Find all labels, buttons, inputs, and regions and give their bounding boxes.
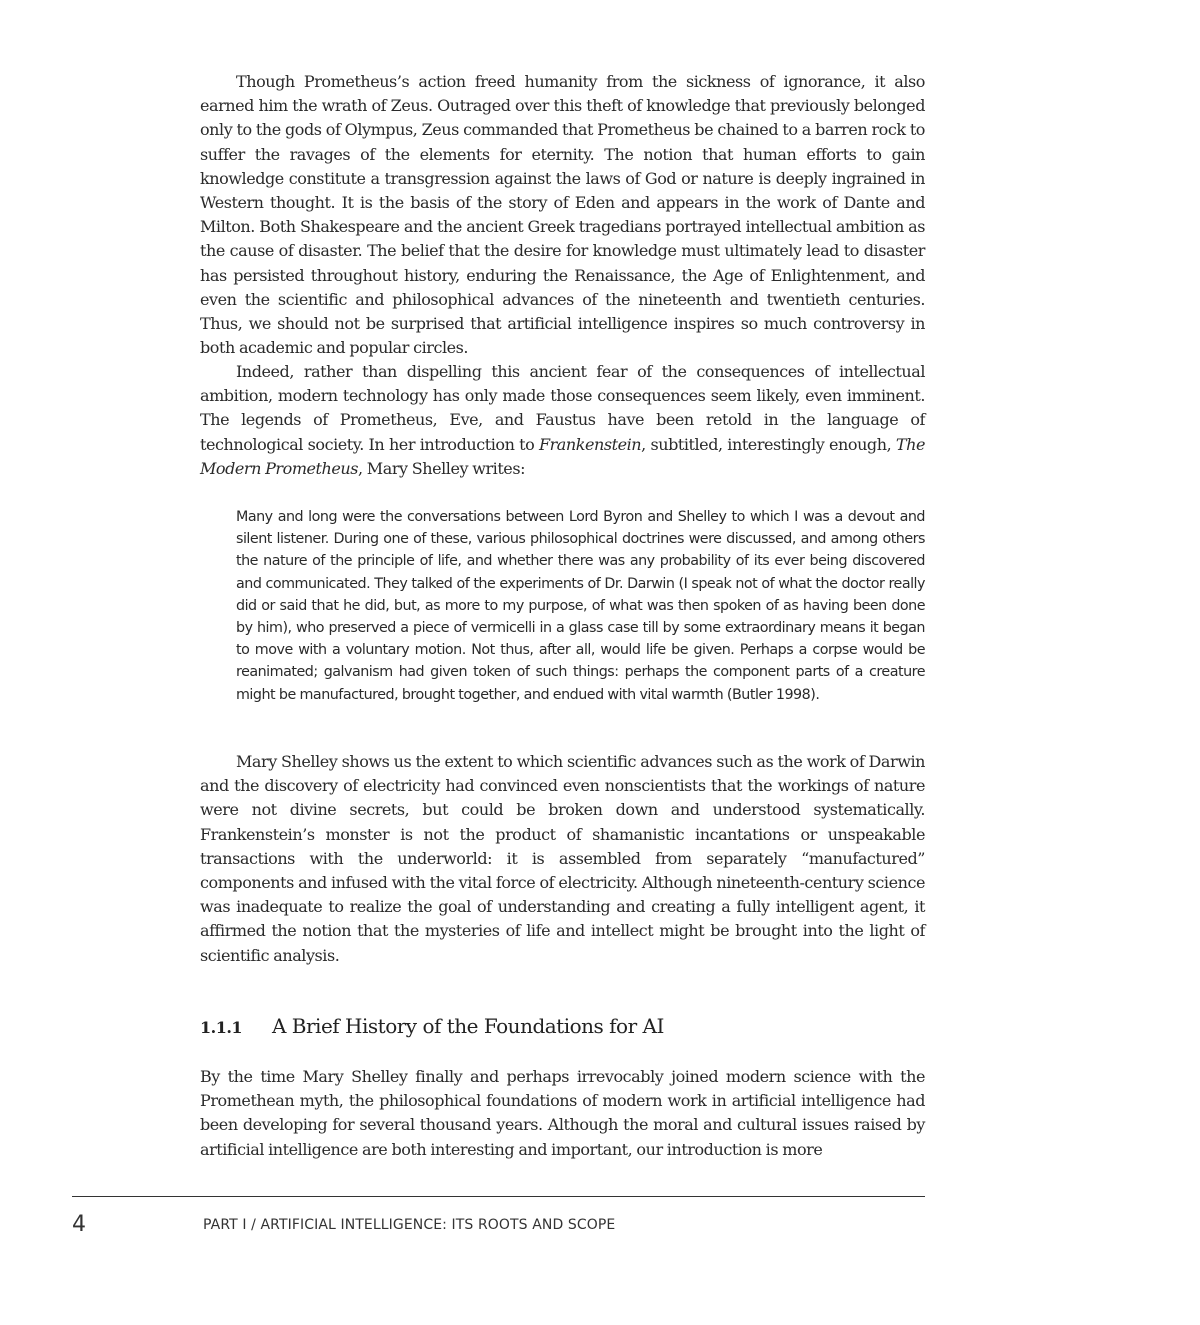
footer-rule — [72, 1196, 925, 1197]
section-title: A Brief History of the Foundations for AI — [272, 1014, 664, 1038]
paragraph-by-the-time — [200, 1065, 925, 1162]
page-number: 4 — [72, 1212, 86, 1237]
paragraph-mary-shelley — [200, 750, 925, 968]
paragraph-indeed — [200, 360, 925, 481]
section-number: 1.1.1 — [200, 1018, 243, 1037]
book-title-frankenstein: Frankenstein — [538, 434, 642, 454]
running-head: PART I / ARTIFICIAL INTELLIGENCE: ITS ROOTS AND SCOPE — [203, 1217, 616, 1233]
block-quote — [236, 506, 925, 706]
paragraph-text: , Mary Shelley writes: — [358, 458, 526, 478]
section-heading — [200, 1014, 925, 1038]
block-quote-text: Many and long were the conversations between Lord Byron and Shelley to which I was a devout and silent listener. During one of these, various philosophical doctrines were discussed, and among others the nature of the principle of life, and whether there was any probability of its ever being discovered and communicated. They talked of the experiments of Dr. Darwin (I speak not of what the doctor really did or said that he did, but, as more to my purpose, of what was then spoken of as having been done by him), who preserved a piece of vermicelli in a glass case till by some extraordinary means it began to move with a voluntary motion. Not thus, after all, would life be given. Perhaps a corpse would be reanimated; galvanism had given token of such things: perhaps the component parts of a creature might be manufactured, brought together, and endued with vital warmth (Butler 1998). — [236, 509, 925, 703]
body-paragraph — [200, 360, 925, 481]
body-paragraph: Though Prometheus’s action freed humanity from the sickness of ignorance, it also earned him the wrath of Zeus. Outraged over this theft of knowledge that previously belonged only to the gods of Olympus, Zeus commanded that Prometheus be chained to a barren rock to suffer the ravages of the elements for eternity. The notion that human efforts to gain knowledge constitute a transgression against the laws of God or nature is deeply ingrained in Western thought. It is the basis of the story of Eden and appears in the work of Dante and Milton. Both Shakespeare and the ancient Greek tragedians portrayed intellectual ambition as the cause of disaster. The belief that the desire for knowledge must ultimately lead to disaster has persisted throughout history, enduring the Renaissance, the Age of Enlightenment, and even the scientific and philosophical advances of the nineteenth and twentieth centuries. Thus, we should not be surprised that artificial intelligence inspires so much controversy in both academic and popular circles. — [200, 72, 925, 358]
book-title-modern-prometheus: The Modern Prometheus — [200, 434, 925, 478]
paragraph-text: Indeed, rather than dispelling this ancient fear of the consequences of intellectual ambition, modern technology has only made those consequences seem likely, even imminent. The legends of Prometheus, Eve, and Faustus have been retold in the language of technological society. In her introduction to — [200, 362, 925, 454]
paragraph-prometheus — [200, 70, 925, 360]
body-paragraph: Mary Shelley shows us the extent to which scientific advances such as the work of Darwin and the discovery of electricity had convinced even nonscientists that the workings of nature were not divine secrets, but could be broken down and understood systematically. Frankenstein’s monster is not the product of shamanistic incantations or unspeakable transactions with the underworld: it is assembled from separately “manufactured” components and infused with the vital force of electricity. Although nineteenth-century science was inadequate to realize the goal of understanding and creating a fully intelligent agent, it affirmed the notion that the mysteries of life and intellect might be brought into the light of scientific analysis. — [200, 752, 925, 965]
paragraph-text: , subtitled, interestingly enough, — [641, 434, 896, 454]
body-paragraph: By the time Mary Shelley finally and perhaps irrevocably joined modern science with the Promethean myth, the philosophical foundations of modern work in artificial intelligence had been developing for several thousand years. Although the moral and cultural issues raised by artificial intelligence are both interesting and important, our introduction is more — [200, 1067, 925, 1159]
